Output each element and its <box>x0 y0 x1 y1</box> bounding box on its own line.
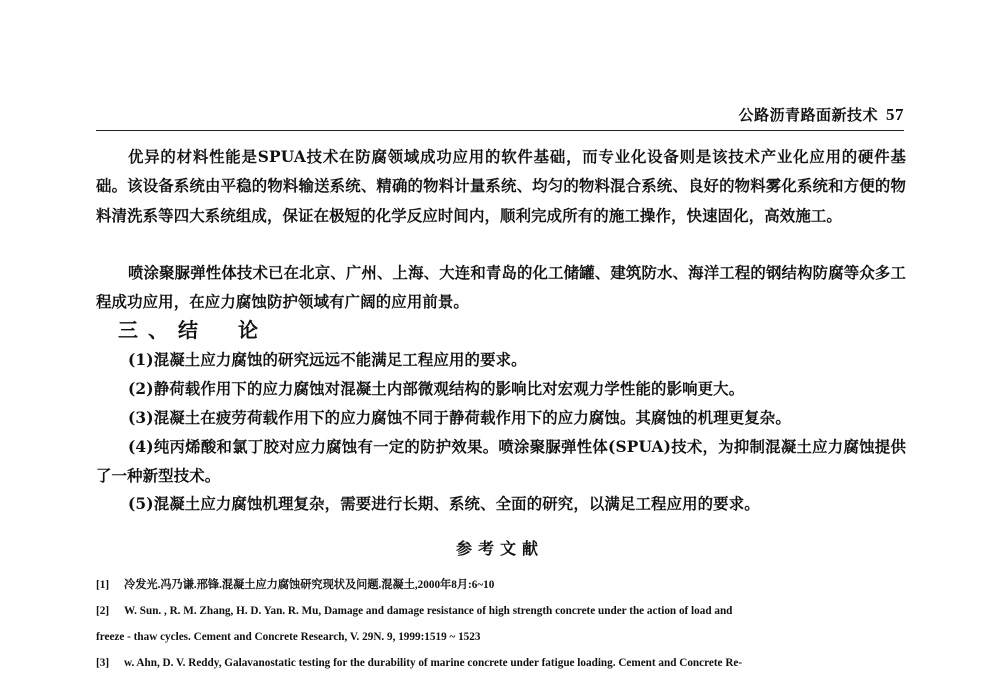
reference-number: [1] <box>96 579 110 591</box>
conclusion-4: (4)纯丙烯酸和氯丁胶对应力腐蚀有一定的防护效果。喷涂聚脲弹性体(SPUA)技术，为抑制混凝土应力腐蚀提供了一种新型技术。 <box>96 438 906 486</box>
conclusion-3: (3)混凝土在疲劳荷载作用下的应力腐蚀不同于静荷载作用下的应力腐蚀。其腐蚀的机理更复杂。 <box>128 409 791 427</box>
reference-text-continued: freeze - thaw cycles. Cement and Concrete Research, V. 29N. 9, 1999:1519 ~ 1523 <box>96 631 481 643</box>
reference-number: [2] <box>96 605 110 617</box>
section-heading: 三、结 论 <box>118 318 268 342</box>
references-title: 参考文献 <box>455 539 544 558</box>
reference-item <box>96 572 908 598</box>
running-header <box>96 104 904 125</box>
body-paragraph-1: 优异的材料性能是SPUA技术在防腐领域成功应用的软件基础，而专业化设备则是该技术产业化应用的硬件基础。该设备系统由平稳的物料输送系统、精确的物料计量系统、均匀的物料混合系统、良好的物料雾化系统和方便的物料清洗系等四大系统组成，保证在极短的化学反应时间内，顺利完成所有的施工操作，快速固化，高效施工。 <box>96 148 906 225</box>
body-paragraph-2: 喷涂聚脲弹性体技术已在北京、广州、上海、大连和青岛的化工储罐、建筑防水、海洋工程的钢结构防腐等众多工程成功应用，在应力腐蚀防护领域有广阔的应用前景。 <box>96 264 906 312</box>
reference-number: [3] <box>96 657 110 669</box>
reference-text: w. Ahn, D. V. Reddy, Galavanostatic testing for the durability of marine concrete under fatigue loading. Cement and Concrete Re- <box>124 657 743 669</box>
reference-item <box>96 598 908 624</box>
reference-text: 冷发光.冯乃谦.邢锋.混凝土应力腐蚀研究现状及问题.混凝土,2000年8月:6~10 <box>124 579 495 591</box>
conclusion-1: (1)混凝土应力腐蚀的研究远远不能满足工程应用的要求。 <box>128 351 527 369</box>
conclusion-5: (5)混凝土应力腐蚀机理复杂，需要进行长期、系统、全面的研究，以满足工程应用的要求。 <box>128 495 760 513</box>
reference-text: W. Sun. , R. M. Zhang, H. D. Yan. R. Mu, Damage and damage resistance of high strength concrete under the action of load and <box>124 605 733 617</box>
conclusion-2: (2)静荷载作用下的应力腐蚀对混凝土内部微观结构的影响比对宏观力学性能的影响更大。 <box>128 380 745 398</box>
journal-title: 公路沥青路面新技术 <box>738 106 878 124</box>
reference-item <box>96 650 908 676</box>
page-number: 57 <box>886 105 904 124</box>
header-rule <box>96 130 904 131</box>
